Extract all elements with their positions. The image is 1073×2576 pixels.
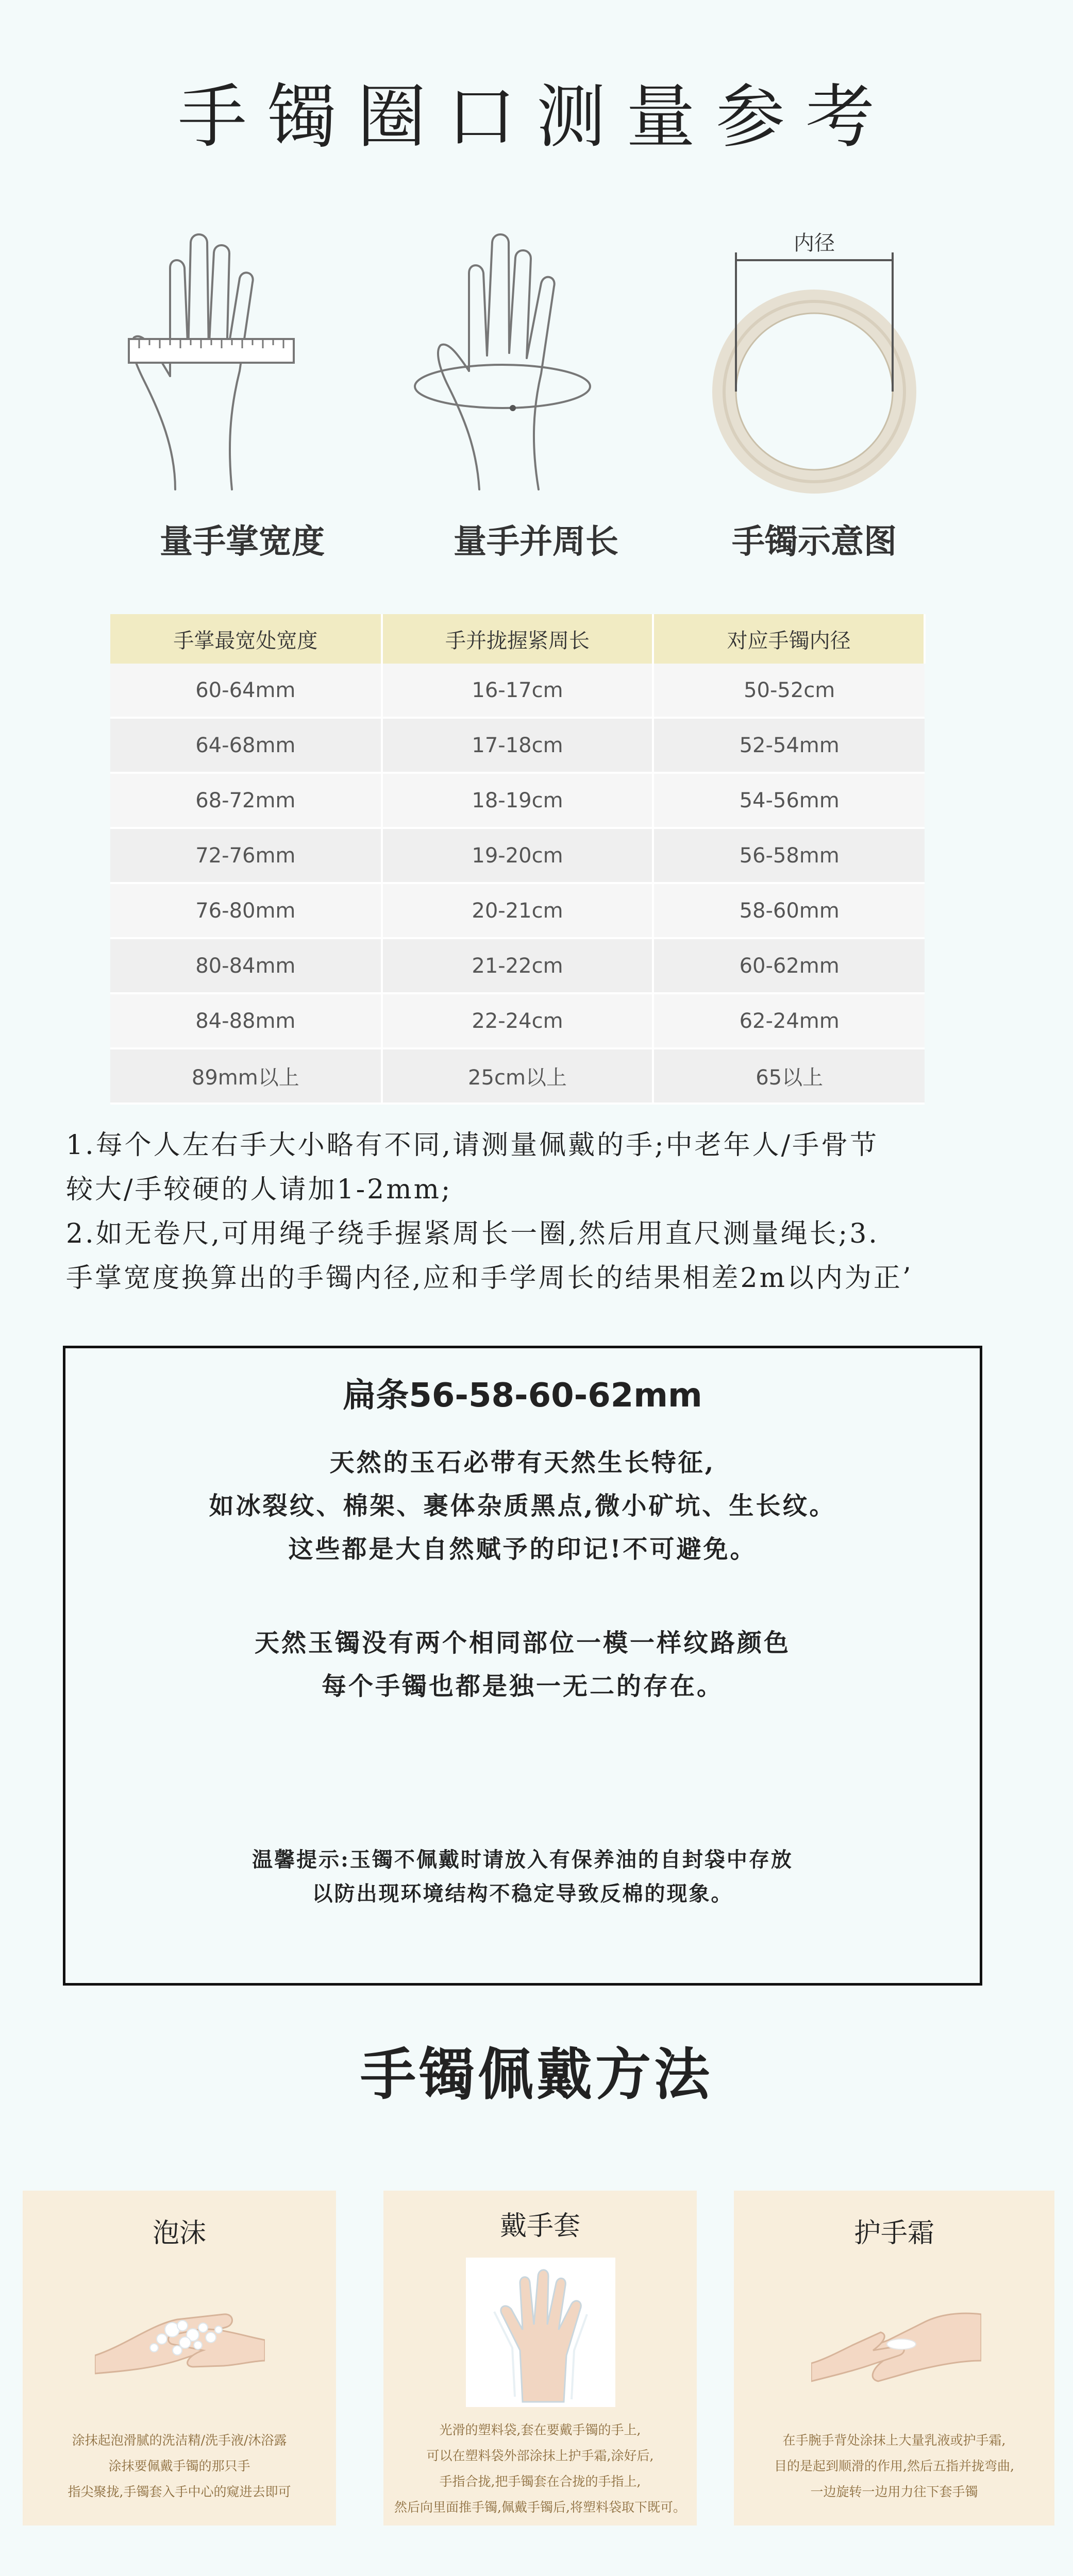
table-cell: 56-58mm [653,828,925,883]
table-row [110,664,925,718]
hand-measure-circumference-icon [392,222,680,510]
description-line: 光滑的塑料袋,套在要戴手镯的手上, [439,2422,641,2437]
description-line: 目的是起到顺滑的作用,然后五指并拢弯曲, [774,2459,1014,2473]
inner-diameter-label: 内径 [794,231,835,255]
hand-measure-width-icon [98,222,387,510]
illustration-label: 手镯示意图 [732,523,897,561]
paragraph-line: 每个手镯也都是独一无二的存在。 [321,1672,724,1701]
measurement-notes [66,1123,1009,1300]
description-line: 可以在塑料袋外部涂抹上护手霜,涂好后, [426,2448,654,2463]
table-cell: 89mm以上 [110,1048,382,1104]
wearing-method-title: 手镯佩戴方法 [360,2043,713,2107]
table-cell: 20-21cm [382,883,653,938]
note-line: 较大/手较硬的人请加1-2mm; [66,1174,452,1205]
table-row [110,993,925,1048]
table-row [110,828,925,883]
table-cell: 72-76mm [110,828,382,883]
table-cell: 80-84mm [110,938,382,993]
unique-paragraph [65,1621,980,1708]
tip-line: 以防出现环境结构不稳定导致反棉的现象。 [312,1882,733,1906]
table-cell: 17-18cm [382,718,653,773]
table-cell: 21-22cm [382,938,653,993]
care-tip [65,1843,980,1911]
table-cell: 64-68mm [110,718,382,773]
glove-hand-icon [466,2258,615,2407]
table-cell: 60-64mm [110,664,382,718]
glove-image-frame [466,2258,615,2407]
description-line: 在手腕手背处涂抹上大量乳液或护手霜, [782,2433,1006,2448]
card-description [383,2417,697,2520]
card-title: 戴手套 [499,2211,580,2242]
card-title: 护手霜 [853,2218,934,2249]
method-card-foam [23,2191,336,2526]
table-row [110,1048,925,1104]
table-cell: 22-24cm [382,993,653,1048]
bangle-diagram-icon [670,222,959,510]
table-cell: 16-17cm [382,664,653,718]
table-cell: 68-72mm [110,773,382,828]
paragraph-line: 这些都是大自然赋予的印记!不可避免。 [288,1535,757,1564]
natural-features-paragraph [65,1441,980,1571]
table-header-row [110,614,925,664]
note-line: 手掌宽度换算出的手镯内径,应和手学周长的结果相差2m以内为正’ [66,1263,913,1294]
illustration-bangle [670,222,959,572]
note-line: 2.如无卷尺,可用绳子绕手握紧周长一圈,然后用直尺测量绳长;3. [66,1218,879,1249]
card-description [734,2428,1054,2505]
description-line: 涂抹要佩戴手镯的那只手 [108,2459,250,2473]
table-row [110,938,925,993]
table-cell: 52-54mm [653,718,925,773]
table-cell: 60-62mm [653,938,925,993]
column-header: 手掌最宽处宽度 [110,614,382,664]
tip-line: 温馨提示:玉镯不佩戴时请放入有保养油的自封袋中存放 [252,1848,793,1872]
info-box-title: 扁条56-58-60-62mm [343,1377,702,1415]
illustration-label: 量手掌宽度 [160,523,325,561]
illustration-palm-width [98,222,387,572]
card-title: 泡沫 [152,2218,206,2249]
note-line: 1.每个人左右手大小略有不同,请测量佩戴的手;中老年人/手骨节 [66,1130,879,1161]
table-row [110,718,925,773]
size-table [110,614,926,1105]
description-line: 指尖聚拢,手镯套入手中心的窥进去即可 [68,2484,291,2499]
info-box [63,1346,982,1986]
method-card-lotion [734,2191,1054,2526]
method-card-glove [383,2191,697,2526]
table-cell: 62-24mm [653,993,925,1048]
table-row [110,883,925,938]
table-cell: 18-19cm [382,773,653,828]
column-header: 手并拢握紧周长 [382,614,653,664]
description-line: 手指合拢,把手镯套在合拢的手指上, [439,2474,641,2489]
paragraph-line: 天然玉镯没有两个相同部位一模一样纹路颜色 [254,1629,791,1657]
table-cell: 65以上 [653,1048,925,1104]
paragraph-line: 天然的玉石必带有天然生长特征, [329,1448,716,1477]
table-row [110,773,925,828]
table-cell: 50-52cm [653,664,925,718]
description-line: 然后向里面推手镯,佩戴手镯后,将塑料袋取下既可。 [394,2500,686,2515]
table-cell: 54-56mm [653,773,925,828]
column-header: 对应手镯内径 [653,614,925,664]
table-cell: 84-88mm [110,993,382,1048]
illustration-hand-circumference [392,222,680,572]
table-cell: 76-80mm [110,883,382,938]
paragraph-line: 如冰裂纹、棉架、裹体杂质黑点,微小矿坑、生长纹。 [209,1492,836,1520]
table-cell: 58-60mm [653,883,925,938]
description-line: 一边旋转一边用力往下套手镯 [810,2484,978,2499]
page-title: 手镯圈口测量参考 [177,77,895,157]
card-description [23,2428,336,2505]
lotion-hands-icon [811,2283,981,2397]
illustration-label: 量手并周长 [454,523,618,561]
foam-hands-icon [95,2278,265,2392]
table-cell: 19-20cm [382,828,653,883]
description-line: 涂抹起泡滑腻的洗洁精/洗手液/沐浴露 [72,2433,287,2448]
table-cell: 25cm以上 [382,1048,653,1104]
